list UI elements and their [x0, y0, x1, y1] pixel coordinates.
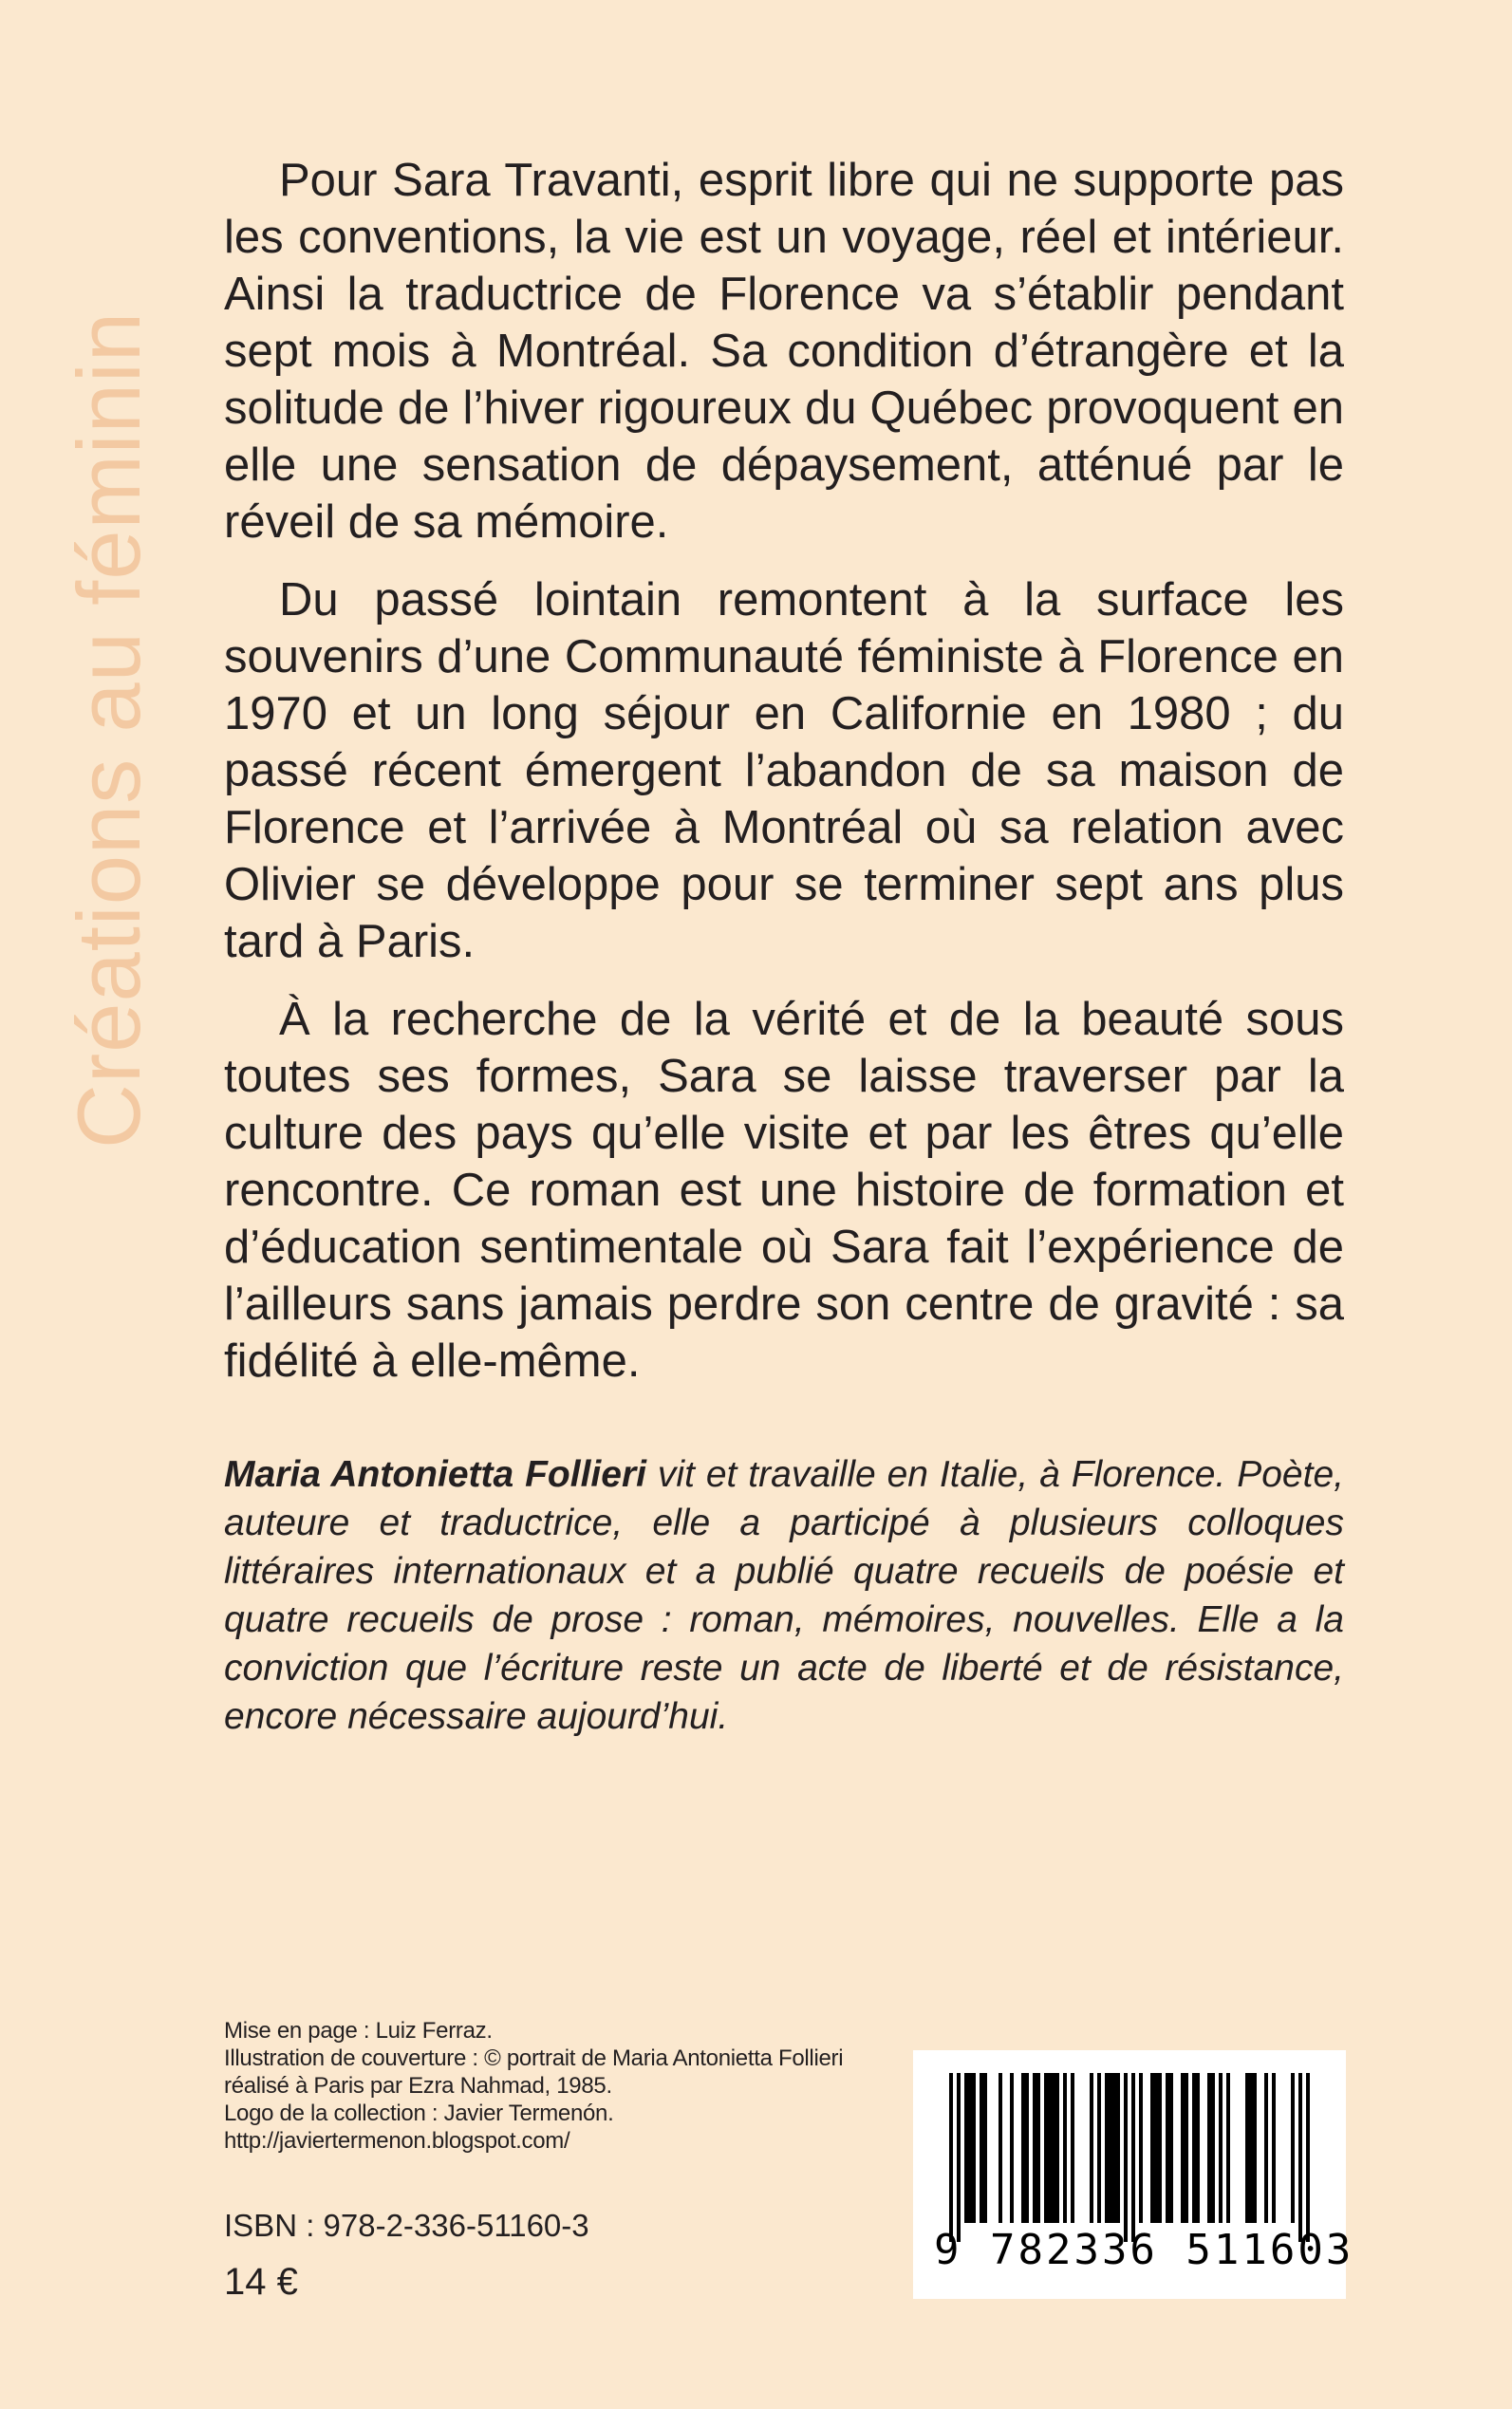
blurb-paragraph-1: Pour Sara Travanti, esprit libre qui ne supporte pas les conventions, la vie est un voyage, réel et intérieur. Ainsi la traductrice de Florence va s’établir pendant sept mois à Montréal. Sa condition d’étrangère et la solitude de l’hiver rigoureux du Québec provoquent en elle une sensation de dépaysement, atténué par le réveil de sa mémoire.: [224, 155, 1344, 548]
author-bio-text: vit et travaille en Italie, à Florence. Poète, auteure et traductrice, elle a participé à plusieurs colloques littéraires internationaux et a publié quatre recueils de poésie et quatre recueils de prose : roman, mémoires, nouvelles. Elle a la conviction que l’écriture reste un acte de liberté et de résistance, encore nécessaire aujourd’hui.: [224, 1454, 1344, 1737]
credit-line: http://javiertermenon.blogspot.com/: [224, 2128, 570, 2154]
barcode-bar: [1116, 2073, 1120, 2223]
blurb-paragraph-2: Du passé lointain remontent à la surface les souvenirs d’une Communauté féministe à Florence en 1970 et un long séjour en Californie en 1980 ; du passé récent émergent l’abandon de sa maison de Florence et l’arrivée à Montréal où sa relation avec Olivier se développe pour se terminer sept ans plus tard à Paris.: [224, 574, 1344, 967]
barcode-bar: [968, 2073, 972, 2223]
barcode: [913, 2050, 1354, 2299]
barcode-bar: [957, 2073, 961, 2242]
barcode-bar: [1131, 2073, 1135, 2242]
barcode-bar: [1090, 2073, 1093, 2223]
barcode-bar: [1150, 2073, 1154, 2223]
barcode-bar: [964, 2073, 968, 2223]
barcode-bar: [972, 2073, 976, 2223]
blurb-paragraph-3: À la recherche de la vérité et de la beauté sous toutes ses formes, Sara se laisse traverser par la culture des pays qu’elle visite et par les êtres qu’elle rencontre. Ce roman est une histoire de formation et d’éducation sentimentale où Sara fait l’expérience de l’ailleurs sans jamais perdre son centre de gravité : sa fidélité à elle-même.: [224, 994, 1344, 1387]
barcode-bar: [1219, 2073, 1223, 2223]
barcode-bar: [1192, 2073, 1196, 2223]
barcode-bar: [1154, 2073, 1158, 2223]
barcode-bar: [1306, 2073, 1310, 2242]
credit-line: Illustration de couverture : © portrait de Maria Antonietta Follieri: [224, 2045, 844, 2071]
back-cover-blurb: [224, 152, 1344, 1410]
barcode-bar: [1036, 2073, 1040, 2223]
credit-line: Logo de la collection : Javier Termenón.: [224, 2101, 614, 2126]
barcode-bar: [1253, 2073, 1257, 2223]
barcode-bar: [1048, 2073, 1052, 2223]
barcode-bar: [1207, 2073, 1211, 2223]
credit-line: Mise en page : Luiz Ferraz.: [224, 2018, 493, 2044]
barcode-bar: [1044, 2073, 1048, 2223]
barcode-bar: [999, 2073, 1002, 2223]
collection-title: Créations au féminin: [59, 310, 159, 1148]
barcode-bar: [1211, 2073, 1215, 2223]
barcode-bar: [1124, 2073, 1128, 2242]
barcode-bar: [1181, 2073, 1185, 2223]
credit-line: réalisé à Paris par Ezra Nahmad, 1985.: [224, 2073, 612, 2099]
barcode-bar: [1158, 2073, 1162, 2223]
barcode-bar: [1196, 2073, 1200, 2223]
barcode-bar: [1033, 2073, 1036, 2223]
barcode-bar: [1109, 2073, 1112, 2223]
barcode-bar: [1169, 2073, 1173, 2223]
barcode-bar: [1052, 2073, 1055, 2223]
barcode-bar: [1139, 2073, 1143, 2223]
isbn: ISBN : 978-2-336-51160-3: [224, 2208, 589, 2243]
barcode-bar: [1249, 2073, 1253, 2223]
barcode-bar: [1291, 2073, 1295, 2223]
barcode-bar: [1245, 2073, 1249, 2223]
credits: [224, 2017, 907, 2155]
price: 14 €: [224, 2261, 298, 2303]
barcode-bar: [1166, 2073, 1169, 2223]
barcode-bar: [1010, 2073, 1014, 2223]
author-name: Maria Antonietta Follieri: [224, 1454, 646, 1495]
barcode-bar: [949, 2073, 953, 2242]
barcode-bar: [1071, 2073, 1074, 2223]
barcode-bar: [1185, 2073, 1188, 2223]
barcode-bar: [1298, 2073, 1302, 2242]
barcode-bar: [1021, 2073, 1025, 2223]
barcode-bar: [1025, 2073, 1029, 2223]
barcode-bar: [1055, 2073, 1059, 2223]
barcode-bar: [1112, 2073, 1116, 2223]
barcode-bar: [1272, 2073, 1276, 2223]
barcode-bar: [1264, 2073, 1268, 2223]
barcode-bar: [980, 2073, 983, 2223]
author-bio: [224, 1450, 1344, 1741]
barcode-bar: [1063, 2073, 1067, 2223]
barcode-bar: [983, 2073, 987, 2223]
barcode-bar: [1105, 2073, 1109, 2223]
barcode-digits: 9 782336 511603: [934, 2226, 1354, 2274]
barcode-bar: [1097, 2073, 1101, 2223]
barcode-bar: [1226, 2073, 1230, 2223]
